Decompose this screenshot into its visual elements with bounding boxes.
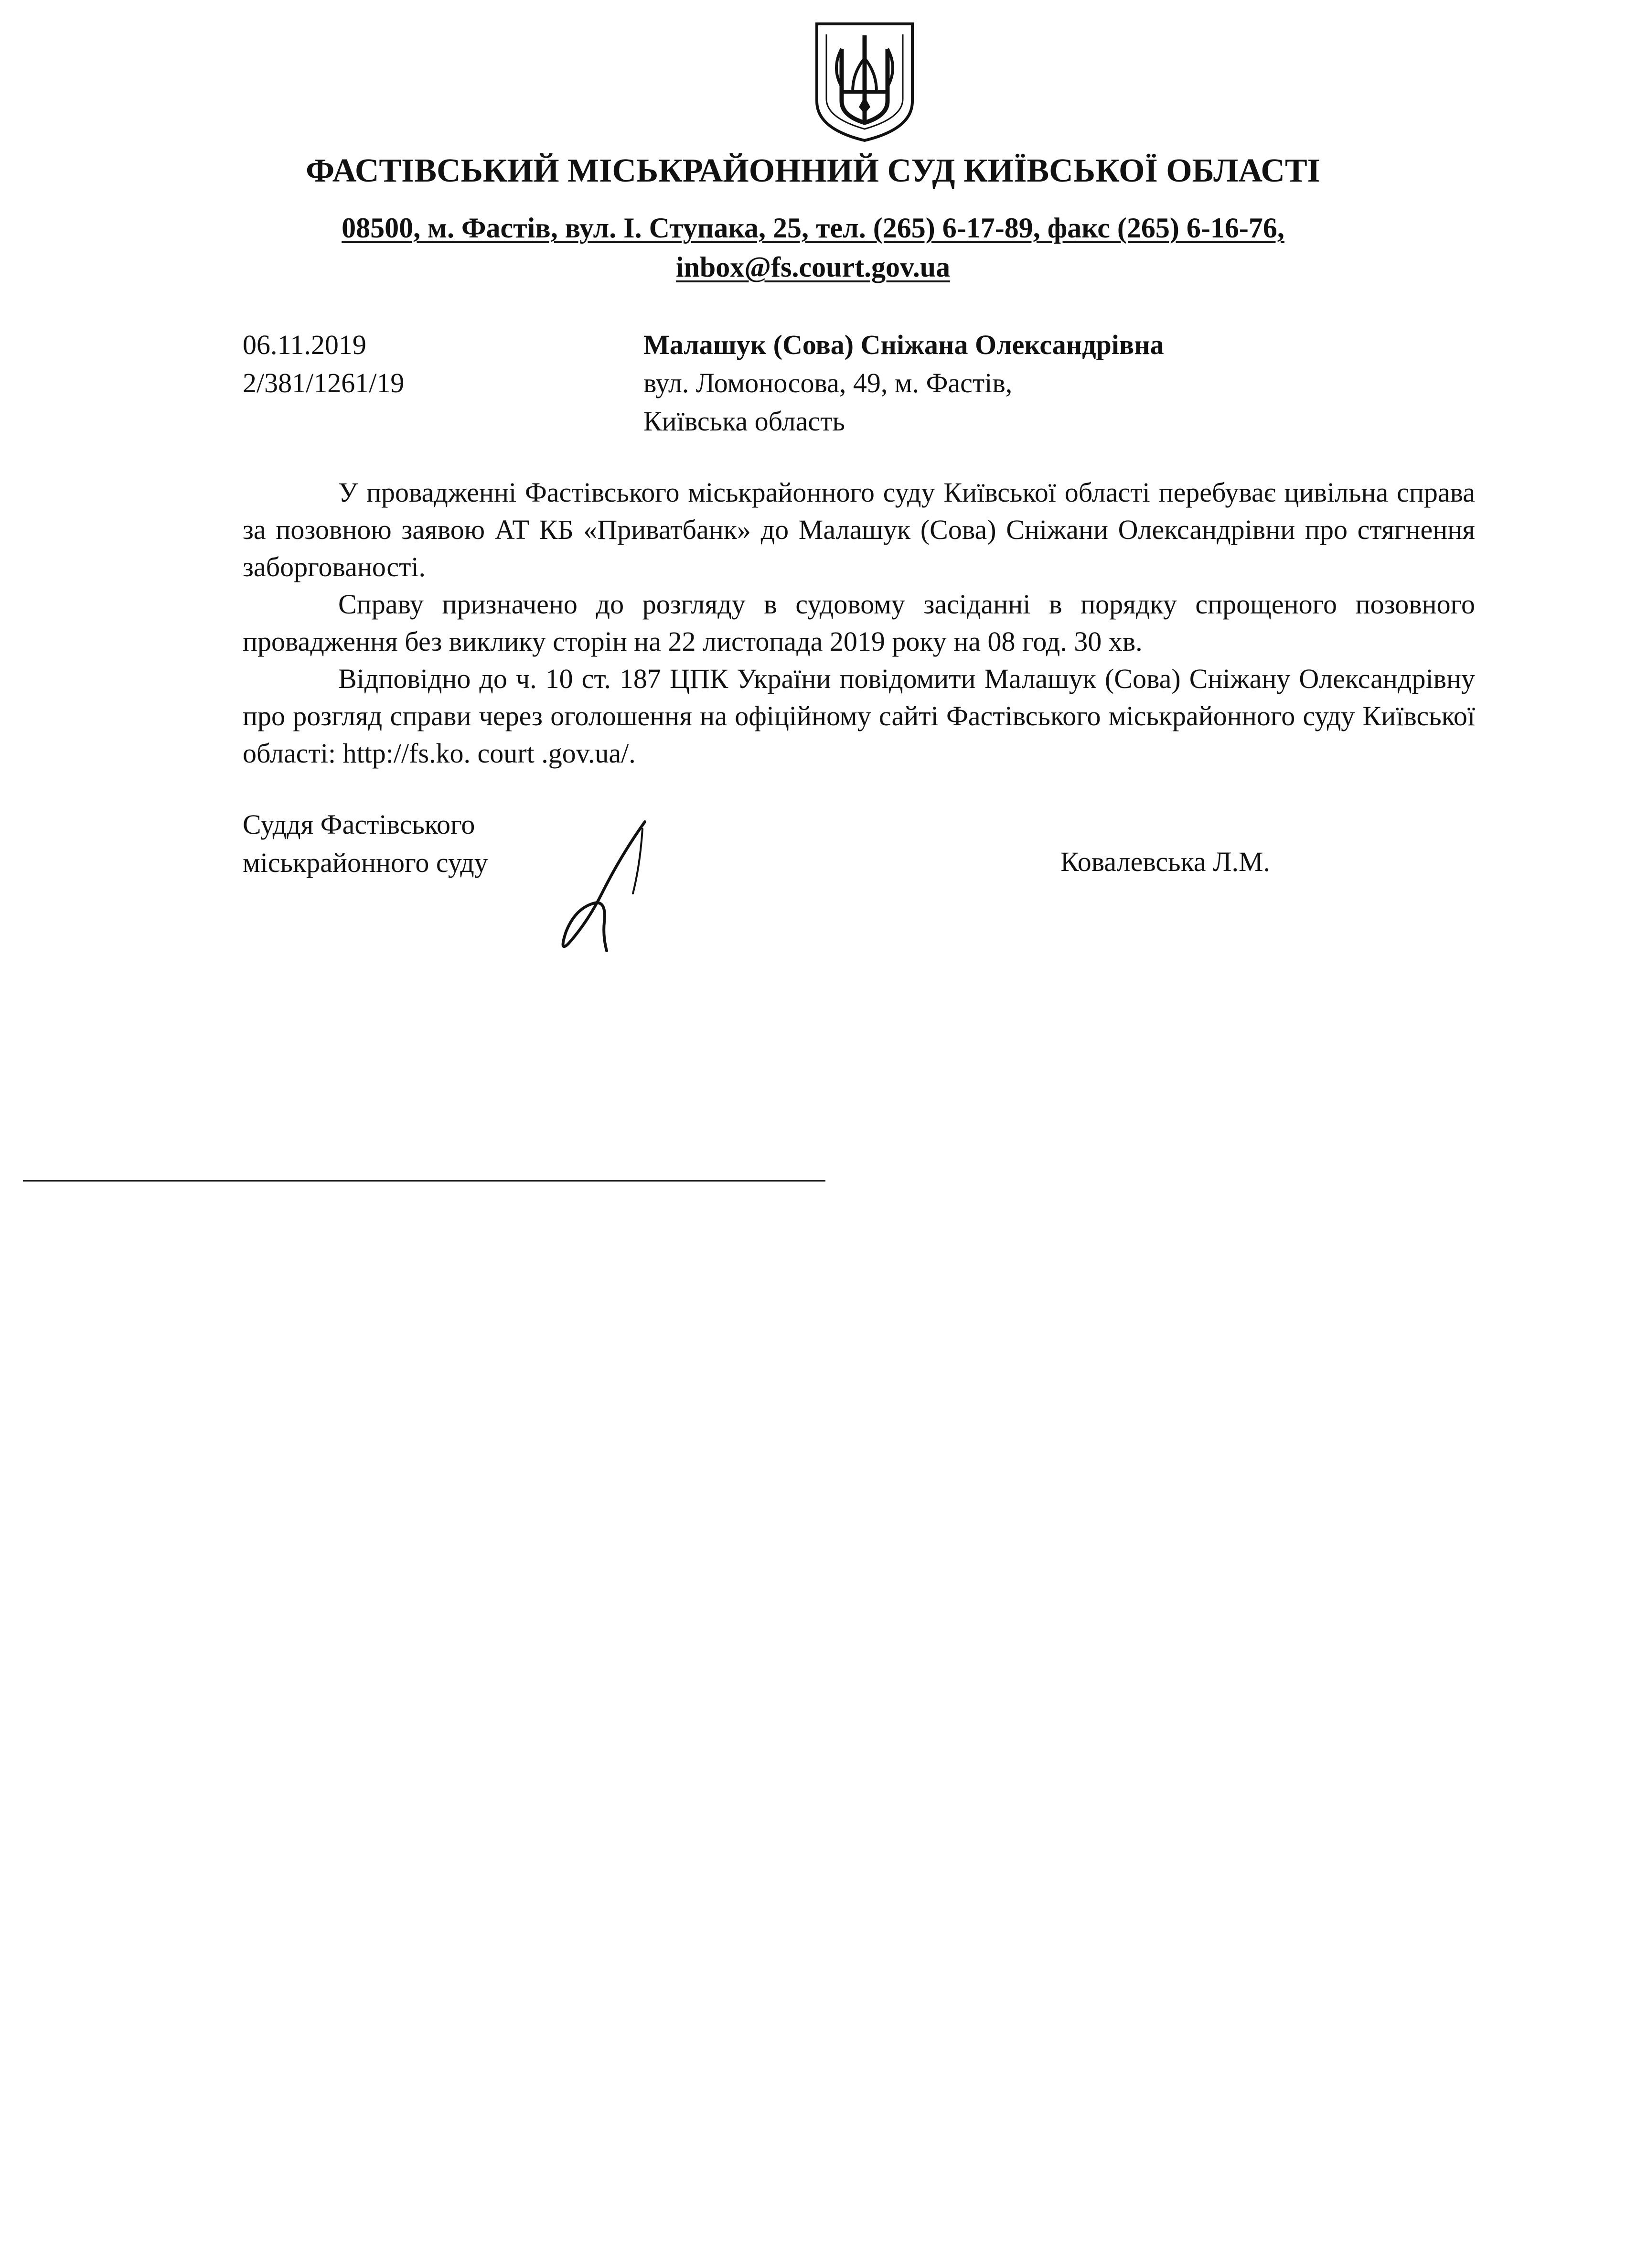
page-divider bbox=[23, 1180, 825, 1182]
recipient-block bbox=[643, 326, 1164, 441]
case-number: 2/381/1261/19 bbox=[243, 367, 405, 398]
trident-emblem-icon bbox=[812, 20, 917, 143]
signer-title bbox=[243, 806, 488, 882]
document-date: 06.11.2019 bbox=[243, 329, 366, 360]
recipient-street: вул. Ломоносова, 49, м. Фастів, bbox=[643, 367, 1013, 398]
signer-title-line: міськрайонного суду bbox=[243, 847, 488, 878]
court-name: ФАСТІВСЬКИЙ МІСЬКРАЙОННИЙ СУД КИЇВСЬКОЇ ОБЛАСТІ bbox=[306, 152, 1320, 189]
court-address-line: 08500, м. Фастів, вул. І. Ступака, 25, тел. (265) 6-17-89, факс (265) 6-16-76, bbox=[342, 212, 1284, 244]
court-address bbox=[0, 208, 1626, 287]
judge-name: Ковалевська Л.М. bbox=[1060, 846, 1271, 877]
document-meta bbox=[243, 326, 404, 402]
body-paragraph: Справу призначено до розгляду в судовому засіданні в порядку спрощеного позовного провадження без виклику сторін на 22 листопада 2019 року на 08 год. 30 хв. bbox=[243, 589, 1475, 657]
recipient-name: Малашук (Сова) Сніжана Олександрівна bbox=[643, 329, 1164, 360]
signer-title-line: Суддя Фастівського bbox=[243, 809, 475, 840]
letter-body bbox=[243, 474, 1475, 772]
body-paragraph: Відповідно до ч. 10 ст. 187 ЦПК України повідомити Малашук (Сова) Сніжану Олександрівну про розгляд справи через оголошення на офіційному сайті Фастівського міськрайонного суду Київської області: http://fs.ko. court .gov.ua/. bbox=[243, 663, 1475, 769]
body-paragraph: У провадженні Фастівського міськрайонного суду Київської області перебуває цивільна справа за позовною заявою АТ КБ «Приватбанк» до Малашук (Сова) Сніжани Олександрівни про стягнення заборгованості. bbox=[243, 477, 1475, 582]
handwritten-signature-icon bbox=[549, 812, 674, 956]
court-email: inbox@fs.court.gov.ua bbox=[675, 251, 951, 283]
recipient-region: Київська область bbox=[643, 406, 845, 437]
